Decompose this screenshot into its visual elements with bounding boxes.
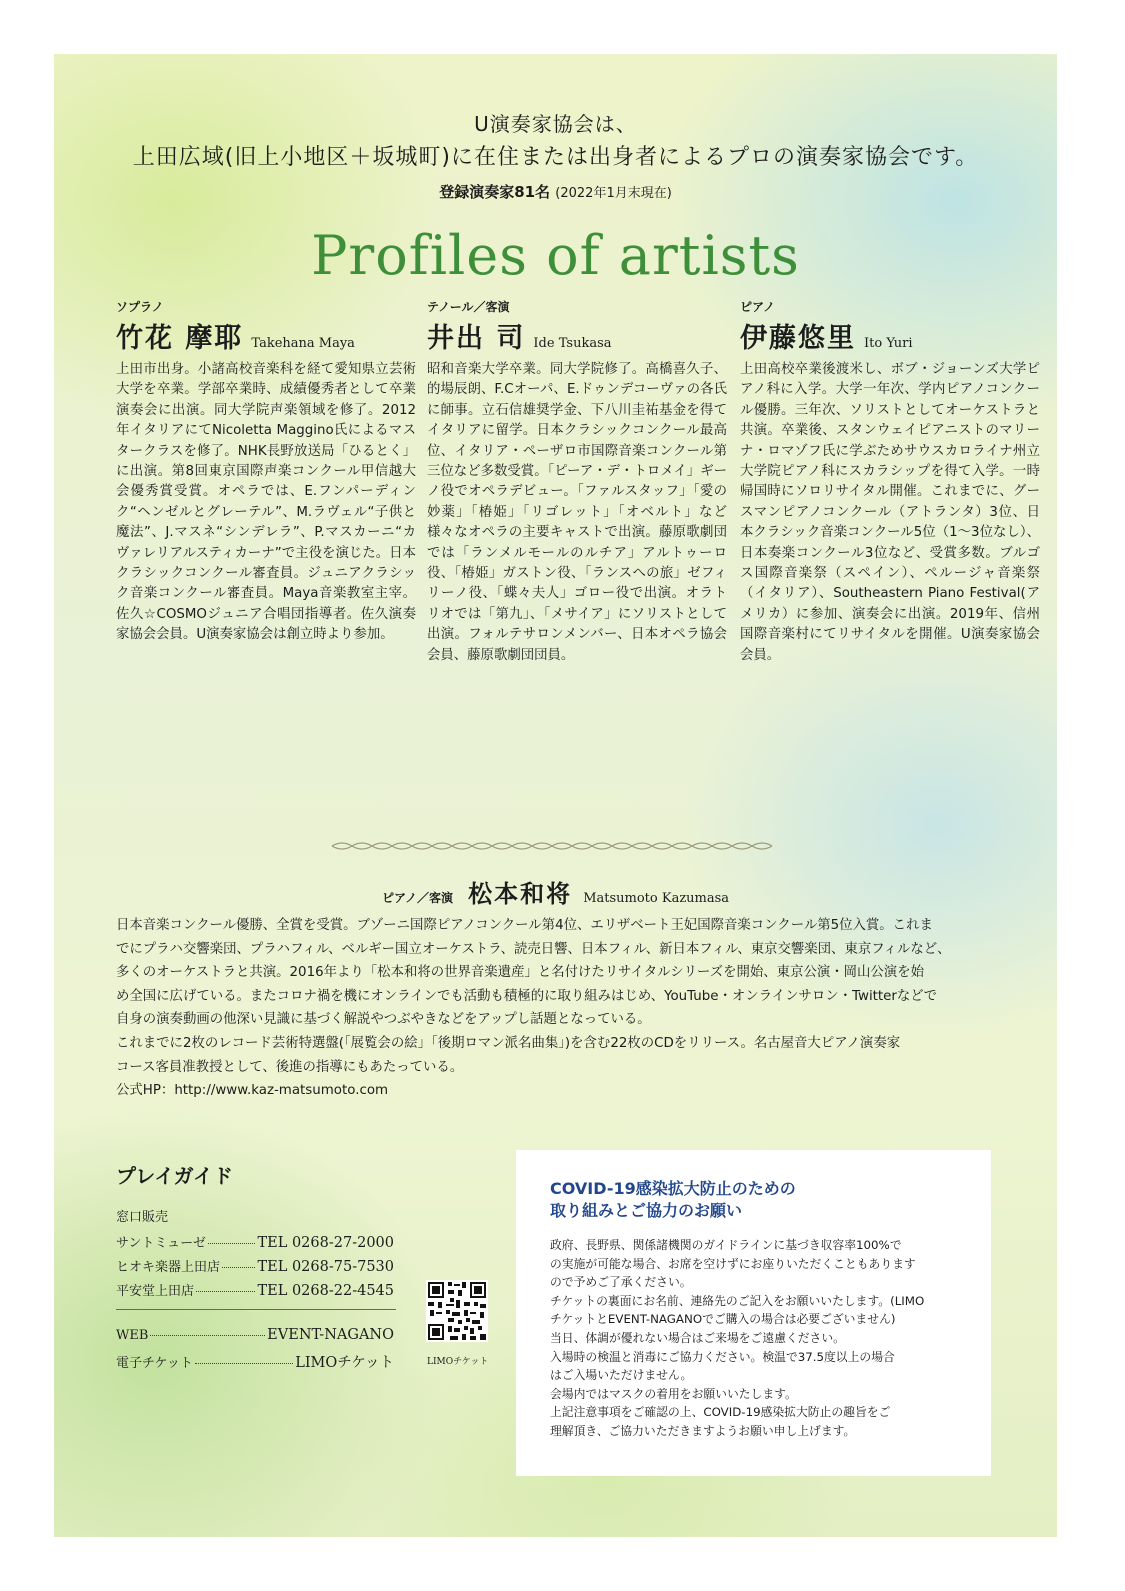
shop-name: ヒオキ楽器上田店 [116, 1260, 221, 1275]
featured-artist-heading [54, 874, 1057, 909]
covid-line: チケットとEVENT-NAGANOでご購入の場合は必要ございません) [550, 1312, 896, 1327]
intro-line-1: U演奏家協会は、 [474, 112, 637, 136]
artist-bio: 上田市出身。小諸高校音楽科を経て愛知県立芸術大学を卒業。学部卒業時、成績優秀者として卒業演奏会に出演。同大学院声楽領域を修了。2012年イタリアにてNicoletta Maggino氏によるマスタークラスを修了。NHK長野放送局「ひるとく」に出演。第8回東京国際声楽コンクール甲信越大会優秀賞受賞。オペラでは、E.フンパーディンク“ヘンゼルとグレーテル”、M.ラヴェル“子供と魔法”、J.マスネ“シンデレラ”、P.マスカーニ“カヴァレリアルスティカーナ”で主役を演じた。日本クラシックコンクール審査員。ジュニアクラシック音楽コンクール審査員。Maya音楽教室主宰。佐久☆COSMOジュニア合唱団指導者。佐久演奏家協会会員。U演奏家協会は創立時より参加。 [116, 362, 416, 643]
shop-row [116, 1280, 394, 1299]
playguide-divider [116, 1309, 396, 1310]
artist-role: テノール／客演 [427, 300, 510, 314]
covid-line: 理解頂き、ご協力いただきますようお願い申し上げます。 [550, 1423, 856, 1438]
shop-tel: TEL 0268-75-7530 [257, 1259, 394, 1275]
leader-dots [208, 1243, 256, 1244]
leader-dots [195, 1363, 293, 1364]
artist-bio: 昭和音楽大学卒業。同大学院修了。高橋喜久子、的場辰朗、F.Cオーパ、E.ドゥンデコーヴァの各氏に師事。立石信雄奨学金、下八川圭祐基金を得てイタリアに留学。日本クラシックコンクール最高位、イタリア・ペーザロ市国際音楽コンクール第三位など多数受賞。「ピーア・デ・トロメイ」ギーノ役でオペラデビュー。「ファルスタッフ」「愛の妙薬」「椿姫」「リゴレット」「オベルト」など様々なオペラの主要キャストで出演。藤原歌劇団では「ランメルモールのルチア」アルトゥーロ役、「椿姫」ガストン役、「ランスへの旅」ゼフィリーノ役、「蝶々夫人」ゴロー役で出演。オラトリオでは「第九」、「メサイア」にソリストとして出演。フォルテサロンメンバー、日本オペラ協会会員、藤原歌劇団団員。 [427, 362, 727, 663]
covid-line: 上記注意事項をご確認の上、COVID-19感染拡大防止の趣旨をご [550, 1405, 891, 1420]
artist-name-en: Ito Yuri [864, 336, 913, 351]
artist-name-en: Takehana Maya [251, 336, 355, 351]
flyer-sheet [54, 54, 1057, 1537]
online-row [116, 1351, 394, 1372]
official-site-link[interactable]: 公式HP：http://www.kaz-matsumoto.com [116, 1083, 389, 1099]
shop-name: 平安堂上田店 [116, 1284, 195, 1299]
leader-dots [150, 1335, 265, 1336]
covid-line: 政府、長野県、関係諸機関のガイドラインに基づき収容率100%で [550, 1238, 902, 1252]
shop-row [116, 1232, 394, 1251]
ornament-divider [330, 839, 780, 853]
artist-name [740, 316, 1040, 356]
featured-bio-line: 日本音楽コンクール優勝、全賞を受賞。ブゾーニ国際ピアノコンクール第4位、エリザベート王妃国際音楽コンクール第5位入賞。これま [116, 918, 933, 933]
covid-notice-box [516, 1150, 991, 1476]
section-title: Profiles of artists [311, 224, 800, 287]
leader-dots [196, 1291, 255, 1292]
artist-name-jp: 竹花 摩耶 [116, 323, 244, 354]
shop-tel: TEL 0268-22-4545 [257, 1283, 394, 1299]
featured-bio-line: コース客員准教授として、後進の指導にもあたっている。 [116, 1059, 464, 1075]
artist-profile-ide [427, 298, 727, 666]
featured-role: ピアノ／客演 [381, 891, 453, 905]
featured-name-jp: 松本和将 [468, 879, 573, 908]
shop-name: サントミューゼ [116, 1236, 206, 1251]
featured-bio-line: 多くのオーケストラと共演。2016年より「松本和将の世界音楽遺産」と名付けたリサイタルシリーズを開始、東京公演・岡山公演を始 [116, 965, 924, 981]
qr-label: LIMOチケット [427, 1357, 489, 1367]
counter-sales-label: 窓口販売 [116, 1210, 169, 1225]
featured-name-en: Matsumoto Kazumasa [583, 891, 730, 906]
artist-role: ピアノ [740, 300, 776, 314]
online-channel: 電子チケット [116, 1356, 193, 1371]
qr-code-icon[interactable] [426, 1280, 488, 1342]
featured-bio-line: め全国に広げている。またコロナ禍を機にオンラインでも活動も積極的に取り組みはじめ、YouTube・オンラインサロン・Twitterなどで [116, 988, 938, 1004]
member-count-note: (2022年1月末現在) [555, 186, 672, 201]
leader-dots [222, 1267, 255, 1268]
online-value: EVENT-NAGANO [267, 1327, 394, 1343]
intro-line-2: 上田広域(旧上小地区＋坂城町)に在住または出身者によるプロの演奏家協会です。 [132, 145, 979, 170]
shop-tel: TEL 0268-27-2000 [257, 1235, 394, 1251]
featured-bio-line: これまでに2枚のレコード芸術特選盤(「展覧会の絵」「後期ロマン派名曲集」)を含む22枚のCDをリリース。名古屋音大ピアノ演奏家 [116, 1035, 901, 1051]
artist-name [116, 316, 416, 356]
member-count-label: 登録演奏家81名 [439, 183, 551, 201]
artist-bio: 上田高校卒業後渡米し、ボブ・ジョーンズ大学ピアノ科に入学。大学一年次、学内ピアノコンクール優勝。三年次、ソリストとしてオーケストラと共演。卒業後、スタンウェイピアニストのマリーナ・ロマゾフ氏に学ぶためサウスカロライナ州立大学院ピアノ科にスカラシップを得て入学。一時帰国時にソロリサイタル開催。これまでに、グースマンピアノコンクール（アトランタ）3位、日本クラシック音楽コンクール5位（1〜3位なし）、日本奏楽コンクール3位など、受賞多数。ブルゴス国際音楽祭（スペイン）、ペルージャ音楽祭（イタリア）、Southeastern Piano Festival(アメリカ）に参加、演奏会に出演。2019年、信州国際音楽村にてリサイタルを開催。U演奏家協会会員。 [740, 362, 1040, 663]
covid-line: ので予めご了承ください。 [550, 1275, 692, 1290]
artist-name-jp: 伊藤悠里 [740, 323, 856, 354]
covid-title-line: 取り組みとご協力のお願い [550, 1201, 743, 1220]
artist-profile-takehana [116, 298, 416, 646]
featured-bio [116, 914, 996, 1103]
covid-line: チケットの裏面にお名前、連絡先のご記入をお願いいたします。(LIMO [550, 1293, 925, 1308]
online-row [116, 1327, 394, 1343]
online-channel: WEB [116, 1328, 149, 1343]
covid-line: 会場内ではマスクの着用をお願いいたします。 [550, 1386, 797, 1401]
covid-line: はご入場いただけません。 [550, 1368, 693, 1383]
covid-title [550, 1178, 969, 1222]
shop-row [116, 1256, 394, 1275]
featured-bio-line: 自身の演奏動画の他深い見識に基づく解説やつぶやきなどをアップし話題となっている。 [116, 1012, 651, 1028]
playguide-title: プレイガイド [116, 1164, 233, 1188]
artist-profile-ito [740, 298, 1040, 666]
featured-bio-line: でにプラハ交響楽団、プラハフィル、ベルギー国立オーケストラ、読売日響、日本フィル、新日本フィル、東京交響楽団、東京フィルなど、 [116, 941, 951, 957]
artist-name-en: Ide Tsukasa [533, 336, 612, 351]
covid-line: 入場時の検温と消毒にご協力ください。検温で37.5度以上の場合 [550, 1349, 895, 1364]
online-value: LIMOチケット [295, 1355, 394, 1371]
covid-line: の実施が可能な場合、お席を空けずにお座りいただくこともあります [550, 1256, 916, 1271]
artist-role: ソプラノ [116, 300, 164, 314]
artist-name-jp: 井出 司 [427, 323, 526, 354]
member-count [54, 181, 1057, 202]
artist-name [427, 316, 727, 356]
covid-line: 当日、体調が優れない場合はご来場をご遠慮ください。 [550, 1330, 845, 1345]
covid-title-line: COVID-19感染拡大防止のための [550, 1179, 796, 1198]
covid-notice-text [550, 1236, 969, 1441]
